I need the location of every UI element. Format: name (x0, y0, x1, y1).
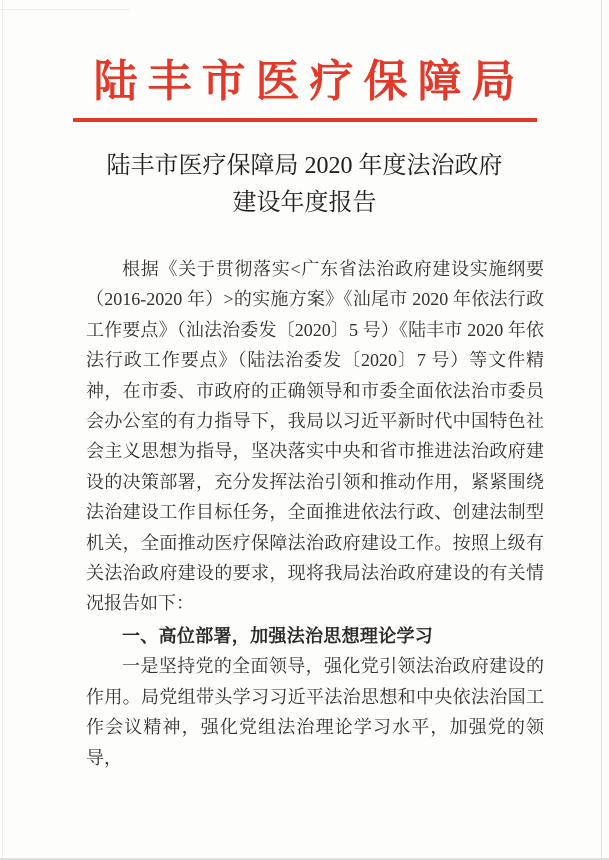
scan-artifact-right-edge (601, 0, 602, 860)
document-title (0, 148, 609, 222)
letterhead-divider-rule (73, 118, 537, 122)
body-paragraph-section1: 一是坚持党的全面领导，强化党引领法治政府建设的作用。局党组带头学习习近平法治思想和中央依法治国工作会议精神，强化党组法治理论学习水平，加强党的领导， (86, 656, 544, 768)
body-paragraph-intro: 根据《关于贯彻落实<广东省法治政府建设实施纲要（2016-2020 年）>的实施方案》《汕尾市 2020 年依法行政工作要点》（汕法治委发〔2020〕5 号）《陆丰市 2020 年依法行政工作要点》（陆法治委发〔2020〕7 号）等文件精神，在市委、市政府的正确领导和市委全面依法治市委员会办公室的有力指导下，我局以习近平新时代中国特色社会主义思想为指导，坚决落实中央和省市推进法治政府建设的决策部署，充分发挥法治引领和推动作用，紧紧围绕法治建设工作目标任务，全面推进依法行政、创建法制型机关，全面推动医疗保障法治政府建设工作。按照上级有关法治政府建设的要求，现将我局法治政府建设的有关情况报告如下： (86, 259, 544, 614)
document-title-line2: 建设年度报告 (232, 190, 377, 216)
scan-artifact-left-edge (2, 0, 3, 860)
letterhead-org-name: 陆丰市医疗保障局 (93, 57, 526, 106)
document-body (86, 254, 544, 773)
document-title-line1: 陆丰市医疗保障局 2020 年度法治政府 (106, 153, 503, 179)
section-heading-1: 一、高位部署，加强法治思想理论学习 (122, 625, 434, 646)
scan-artifact-top-left (0, 9, 130, 10)
